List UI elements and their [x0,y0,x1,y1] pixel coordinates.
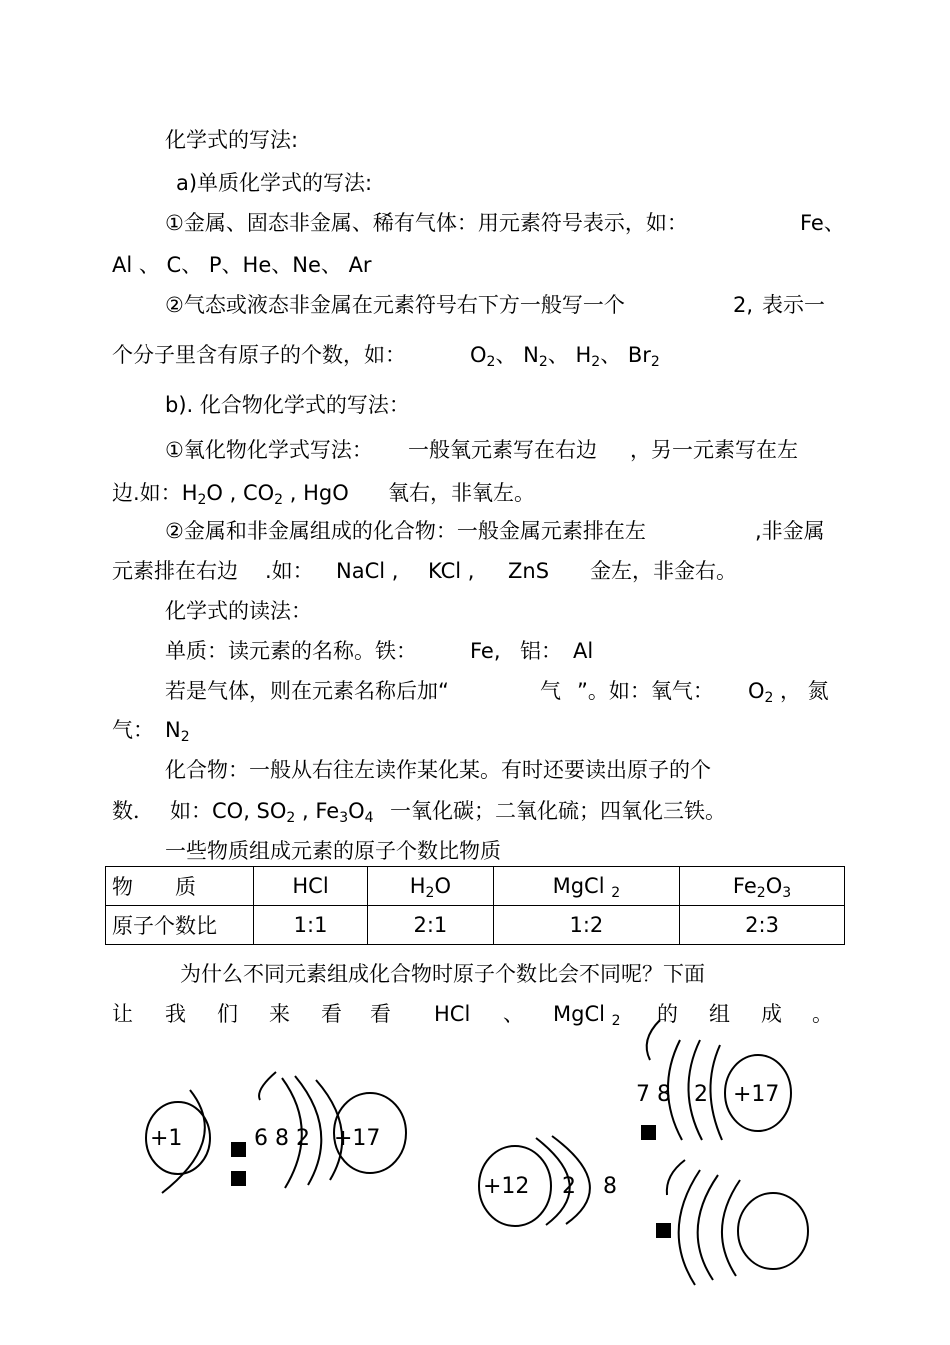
electron-square [231,1171,246,1186]
b1-text: ①氧化物化学式写法： [165,438,373,462]
cl-bottom-shell-arc-1 [667,1160,685,1195]
table-ratio-h2o: 2:1 [368,906,494,945]
b1-mnemonic: 氧右，非氧左。 [388,481,535,505]
cl-top-shell-2: 2 [694,1082,708,1107]
r2-oxygen: $O_2$ [748,679,774,706]
r1-al: Al [573,639,594,663]
a2-tail: 表示一 [762,293,825,317]
b2-example-nacl: NaCl , [336,559,399,583]
r3-examples: 如：CO, $SO_2$ , $Fe_3O_4$ [170,799,374,826]
closing-hcl: HCl [434,1002,471,1026]
r2-line2: 气： [112,718,154,742]
b1-rule2: ，另一元素写在左 [630,438,798,462]
table-cell-fe2o3: $Fe_2O_3$ [680,867,845,906]
closing-line1: 为什么不同元素组成化合物时原子个数比会不同呢？下面 [180,962,705,986]
table-cell-mgcl2: MgCl $_2$ [493,867,679,906]
closing-t1: 组 [709,1002,730,1026]
table-cell-h2o: $H_2O$ [368,867,494,906]
b2-example-kcl: KCl , [428,559,475,583]
closing-mgcl2: MgCl $_2$ [553,1002,621,1029]
closing-w3: 来 [269,1002,290,1026]
cl-top-shell-arc-1 [647,1020,660,1060]
closing-t3: 。 [812,1002,833,1026]
r2-nitrogen-label: ， 氮 [780,679,829,703]
table-ratio-hcl: 1:1 [254,906,368,945]
cl-top-shells: 7 8 [636,1082,671,1107]
closing-w1: 我 [165,1002,186,1026]
heading-a: a)单质化学式的写法: [176,171,373,195]
r3-names: 一氧化碳；二氧化硫；四氧化三铁。 [390,799,726,823]
b2-example-zns: ZnS [508,559,550,583]
r3-text: 化合物：一般从右往左读作某化某。有时还要读出原子的个 [165,758,711,782]
r2-nitrogen: $N_2$ [165,718,190,745]
b2-line2: 元素排在右边 [112,559,238,583]
r2-qi: 气 [540,679,561,703]
electron-square [231,1142,246,1157]
cl-shell-numbers: 6 8 2 [254,1126,310,1151]
b1-rule: 一般氧元素写在右边 [408,438,597,462]
cl-shell-arc-1 [259,1072,276,1100]
table-caption: 一些物质组成元素的原子个数比物质 [165,839,501,863]
cl-bottom-shell-arc-2 [679,1170,700,1285]
closing-t2: 成 [761,1002,782,1026]
table-row-label: 原子个数比 [106,906,254,945]
closing-w4: 看 [321,1002,342,1026]
a2-text: ②气态或液态非金属在元素符号右下方一般写一个 [165,293,625,317]
a2-line2: 个分子里含有原子的个数，如： [112,343,406,367]
cl-bottom-shell-arc-3 [698,1175,718,1280]
heading-writing: 化学式的写法: [165,128,299,152]
b2-eg: .如： [265,559,314,583]
a1-fe: Fe、 [800,211,845,235]
mg-shell-2: 2 [562,1174,576,1199]
closing-t0: 的 [657,1002,678,1026]
table-header-label: 物 质 [106,867,254,906]
r1-text: 单质：读元素的名称。铁： [165,639,417,663]
cl-top-nucleus-label: +17 [733,1082,780,1107]
cl-top-shell-arc-4 [710,1045,722,1140]
mg-nucleus-label: +12 [483,1174,530,1199]
b2-mnemonic: 金左，非金右。 [590,559,737,583]
a2-examples: $O_2$、 $N_2$、 $H_2$、 $Br_2$ [470,343,660,370]
cl-nucleus-label: +17 [334,1126,381,1151]
h-nucleus-label: +1 [150,1126,183,1151]
r2-tail: ”。如：氧气： [577,679,714,703]
b2-tail: ,非金属 [755,519,825,543]
a1-text: ①金属、固态非金属、稀有气体：用元素符号表示，如： [165,211,688,235]
table-cell-hcl: HCl [254,867,368,906]
a2-number: 2, [733,293,754,317]
electron-square [641,1125,656,1140]
b2-text: ②金属和非金属组成的化合物：一般金属元素排在左 [165,519,646,543]
closing-w0: 让 [112,1002,133,1026]
cl-bottom-nucleus-circle [738,1193,808,1269]
a1-continued: Al 、 C、 P、He、Ne、 Ar [112,253,372,277]
heading-b: b). 化合物化学式的写法： [165,393,410,417]
r2-text: 若是气体，则在元素名称后加“ [165,679,449,703]
table-ratio-mgcl2: 1:2 [493,906,679,945]
closing-w2: 们 [217,1002,238,1026]
heading-reading: 化学式的读法： [165,599,312,623]
closing-sep: 、 [503,1002,524,1026]
mg-shell-8: 8 [603,1174,617,1199]
b1-line2: 边.如：$H_2O$ , $CO_2$ , HgO [112,481,349,508]
r1-al-label: 铝： [520,639,562,663]
r3-line2: 数． [112,799,154,823]
table-ratio-fe2o3: 2:3 [680,906,845,945]
r1-fe: Fe, [470,639,501,663]
closing-w5: 看 [370,1002,391,1026]
electron-square [656,1223,671,1238]
